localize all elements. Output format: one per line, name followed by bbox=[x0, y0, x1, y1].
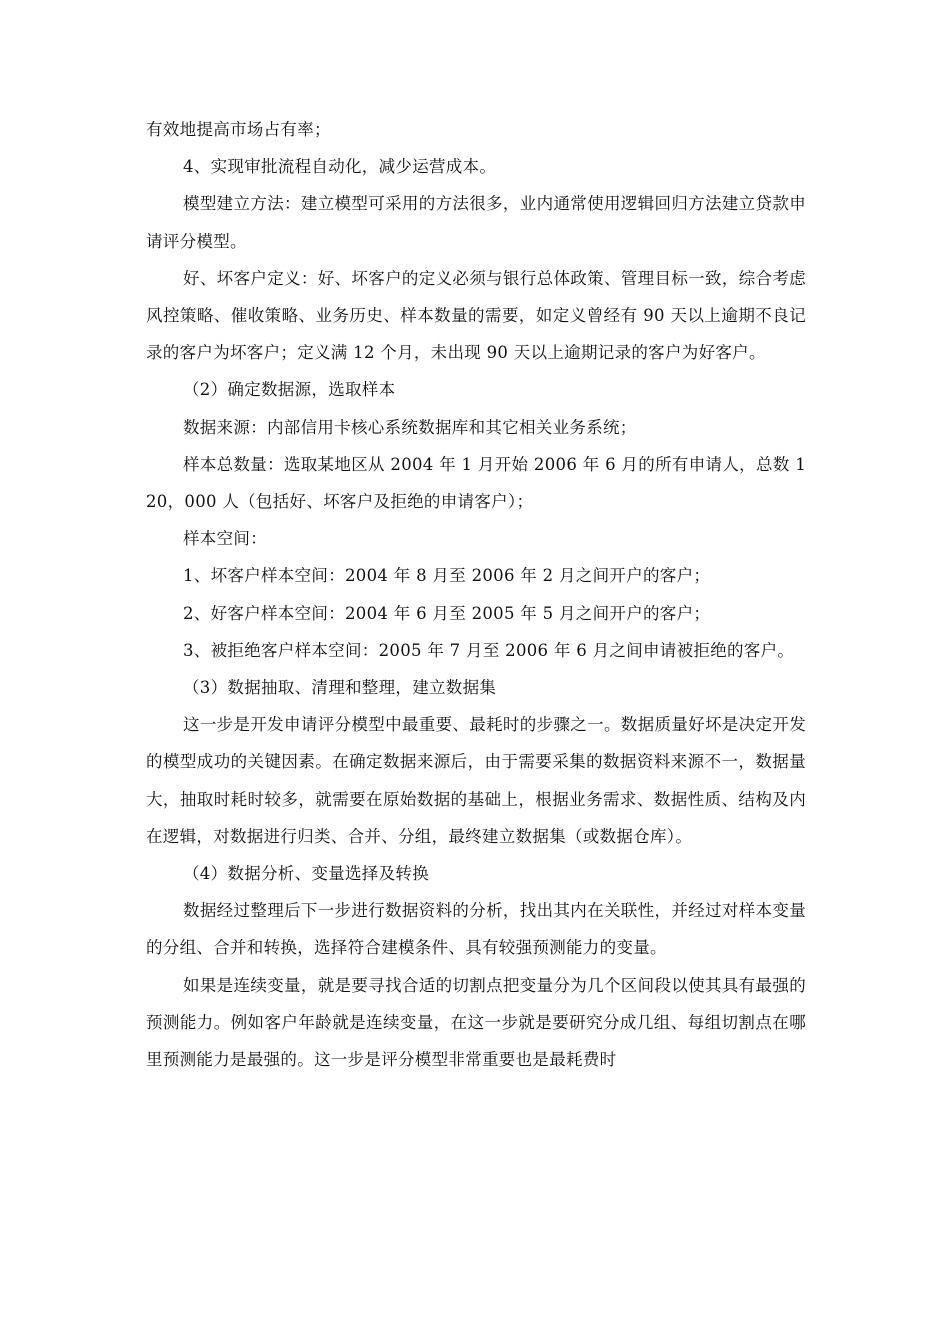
paragraph: 好、坏客户定义：好、坏客户的定义必须与银行总体政策、管理目标一致，综合考虑风控策略、催收策略、业务历史、样本数量的需要，如定义曾经有 90 天以上逾期不良记录的客户为坏客户；定义满 12 个月，未出现 90 天以上逾期记录的客户为好客户。 bbox=[146, 268, 806, 363]
section-heading: （2）确定数据源，选取样本 bbox=[183, 380, 396, 400]
list-item: 1、坏客户样本空间：2004 年 8 月至 2006 年 2 月之间开户的客户； bbox=[183, 566, 711, 586]
document-body bbox=[146, 111, 806, 1078]
paragraph: 数据经过整理后下一步进行数据资料的分析，找出其内在关联性，并经过对样本变量的分组、合并和转换，选择符合建模条件、具有较强预测能力的变量。 bbox=[146, 901, 806, 958]
list-item: 2、好客户样本空间：2004 年 6 月至 2005 年 5 月之间开户的客户； bbox=[183, 603, 711, 623]
section-heading: （4）数据分析、变量选择及转换 bbox=[183, 864, 429, 884]
paragraph: 这一步是开发申请评分模型中最重要、最耗时的步骤之一。数据质量好坏是决定开发的模型成功的关键因素。在确定数据来源后，由于需要采集的数据资料来源不一，数据量大，抽取时耗时较多，就需要在原始数据的基础上，根据业务需求、数据性质、结构及内在逻辑，对数据进行归类、合并、分组，最终建立数据集（或数据仓库）。 bbox=[146, 715, 806, 846]
paragraph: 4、实现审批流程自动化，减少运营成本。 bbox=[183, 157, 497, 177]
paragraph: 样本空间： bbox=[183, 529, 267, 549]
section-heading: （3）数据抽取、清理和整理，建立数据集 bbox=[183, 678, 497, 698]
paragraph: 有效地提高市场占有率； bbox=[146, 120, 331, 139]
paragraph: 数据来源：内部信用卡核心系统数据库和其它相关业务系统； bbox=[183, 417, 637, 437]
paragraph: 样本总数量：选取某地区从 2004 年 1 月开始 2006 年 6 月的所有申请人，总数 120，000 人（包括好、坏客户及拒绝的申请客户）； bbox=[146, 454, 806, 512]
paragraph: 模型建立方法：建立模型可采用的方法很多，业内通常使用逻辑回归方法建立贷款申请评分模型。 bbox=[146, 194, 806, 251]
paragraph: 如果是连续变量，就是要寻找合适的切割点把变量分为几个区间段以使其具有最强的预测能力。例如客户年龄就是连续变量，在这一步就是要研究分成几组、每组切割点在哪里预测能力是最强的。这一步是评分模型非常重要也是最耗费时 bbox=[146, 975, 806, 1070]
list-item: 3、被拒绝客户样本空间：2005 年 7 月至 2006 年 6 月之间申请被拒绝的客户。 bbox=[183, 640, 795, 660]
